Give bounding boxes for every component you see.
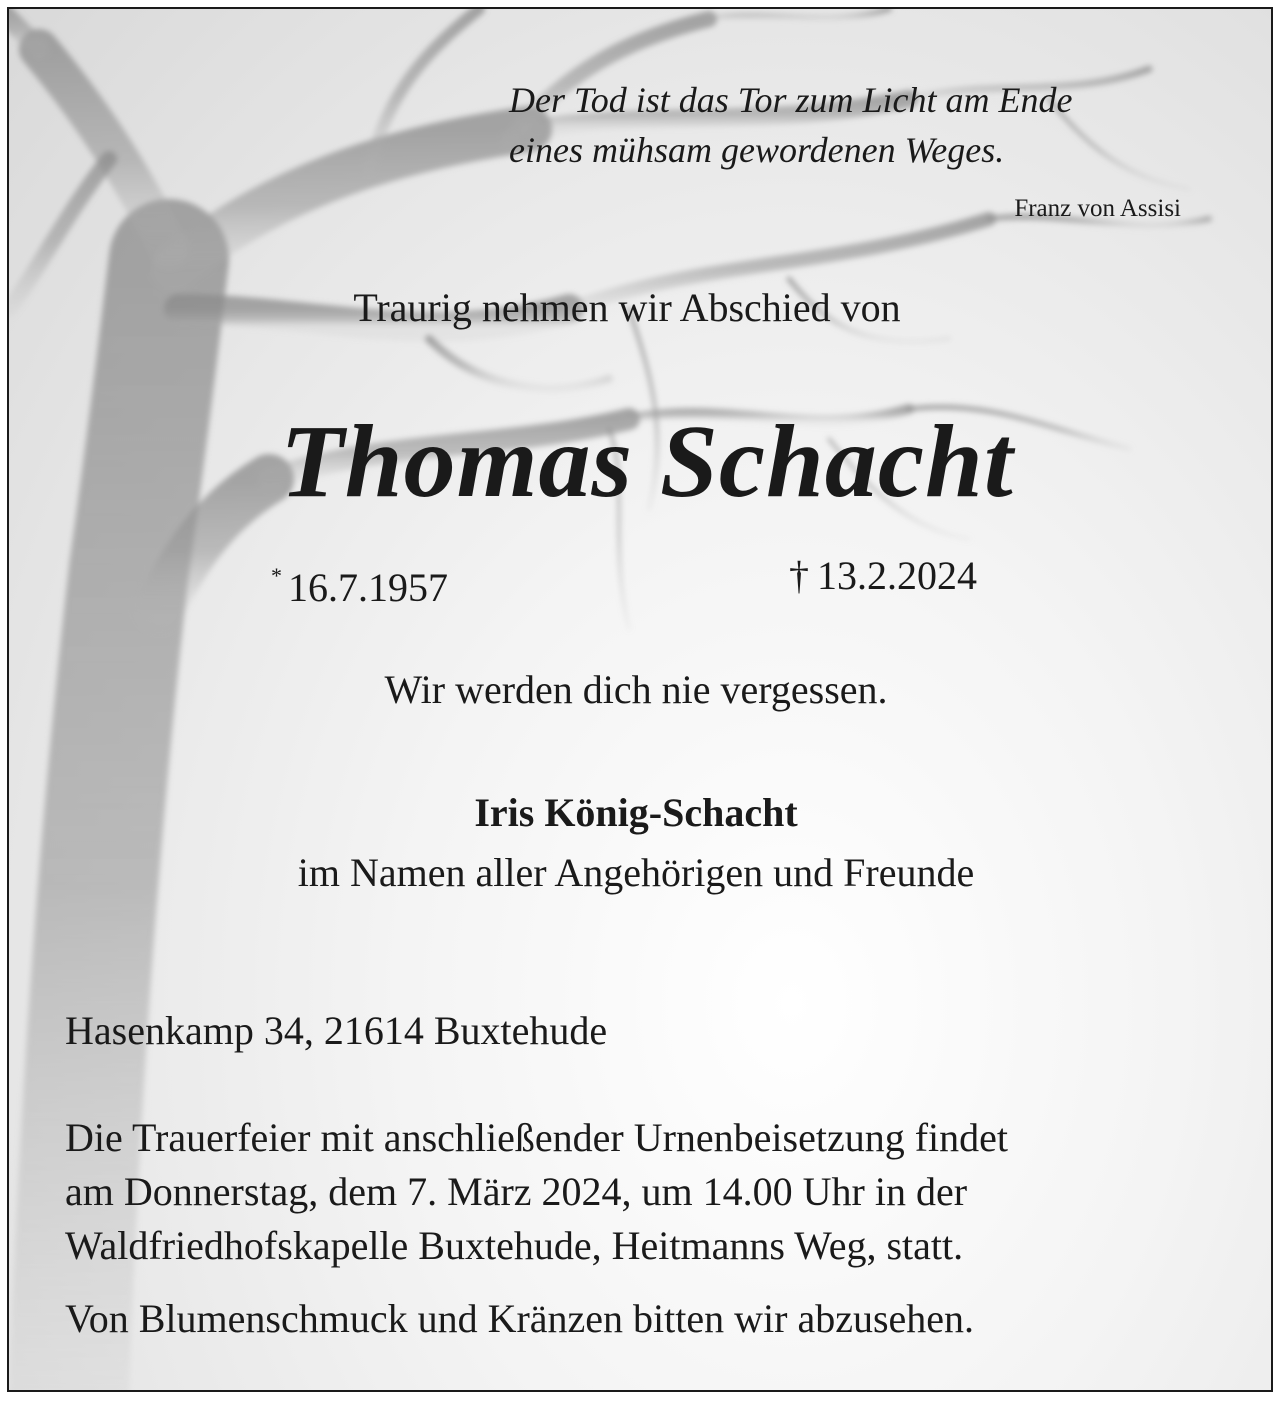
motto-line-1: Der Tod ist das Tor zum Licht am Ende: [509, 80, 1073, 120]
farewell-text: Wir werden dich nie vergessen.: [384, 667, 888, 712]
ceremony-line-1: Die Trauerfeier mit anschließender Urnenbeisetzung findet: [65, 1115, 1009, 1160]
motto-quote: [509, 75, 1072, 175]
death-date: [789, 551, 977, 601]
birth-date-value: 16.7.1957: [288, 565, 448, 610]
birth-date: [271, 551, 448, 613]
death-symbol: †: [789, 553, 809, 598]
death-date-value: 13.2.2024: [817, 553, 977, 598]
intro-text: Traurig nehmen wir Abschied von: [353, 285, 901, 330]
motto-author: Franz von Assisi: [1014, 195, 1181, 222]
signer-subtitle: im Namen aller Angehörigen und Freunde: [297, 850, 975, 895]
birth-symbol: *: [271, 563, 282, 588]
ceremony-line-3: Waldfriedhofskapelle Buxtehude, Heitmanns Weg, statt.: [65, 1223, 964, 1268]
flowers-note: Von Blumenschmuck und Kränzen bitten wir abzusehen.: [65, 1296, 975, 1341]
ceremony-line-2: am Donnerstag, dem 7. März 2024, um 14.00 Uhr in der: [65, 1169, 968, 1214]
address-text: Hasenkamp 34, 21614 Buxtehude: [65, 1008, 608, 1053]
ceremony-info: [65, 1111, 1008, 1273]
deceased-name: Thomas Schacht: [280, 404, 1014, 519]
motto-line-2: eines mühsam gewordenen Weges.: [509, 130, 1005, 170]
signer-name: Iris König-Schacht: [474, 790, 798, 835]
obituary-notice: [7, 7, 1273, 1392]
